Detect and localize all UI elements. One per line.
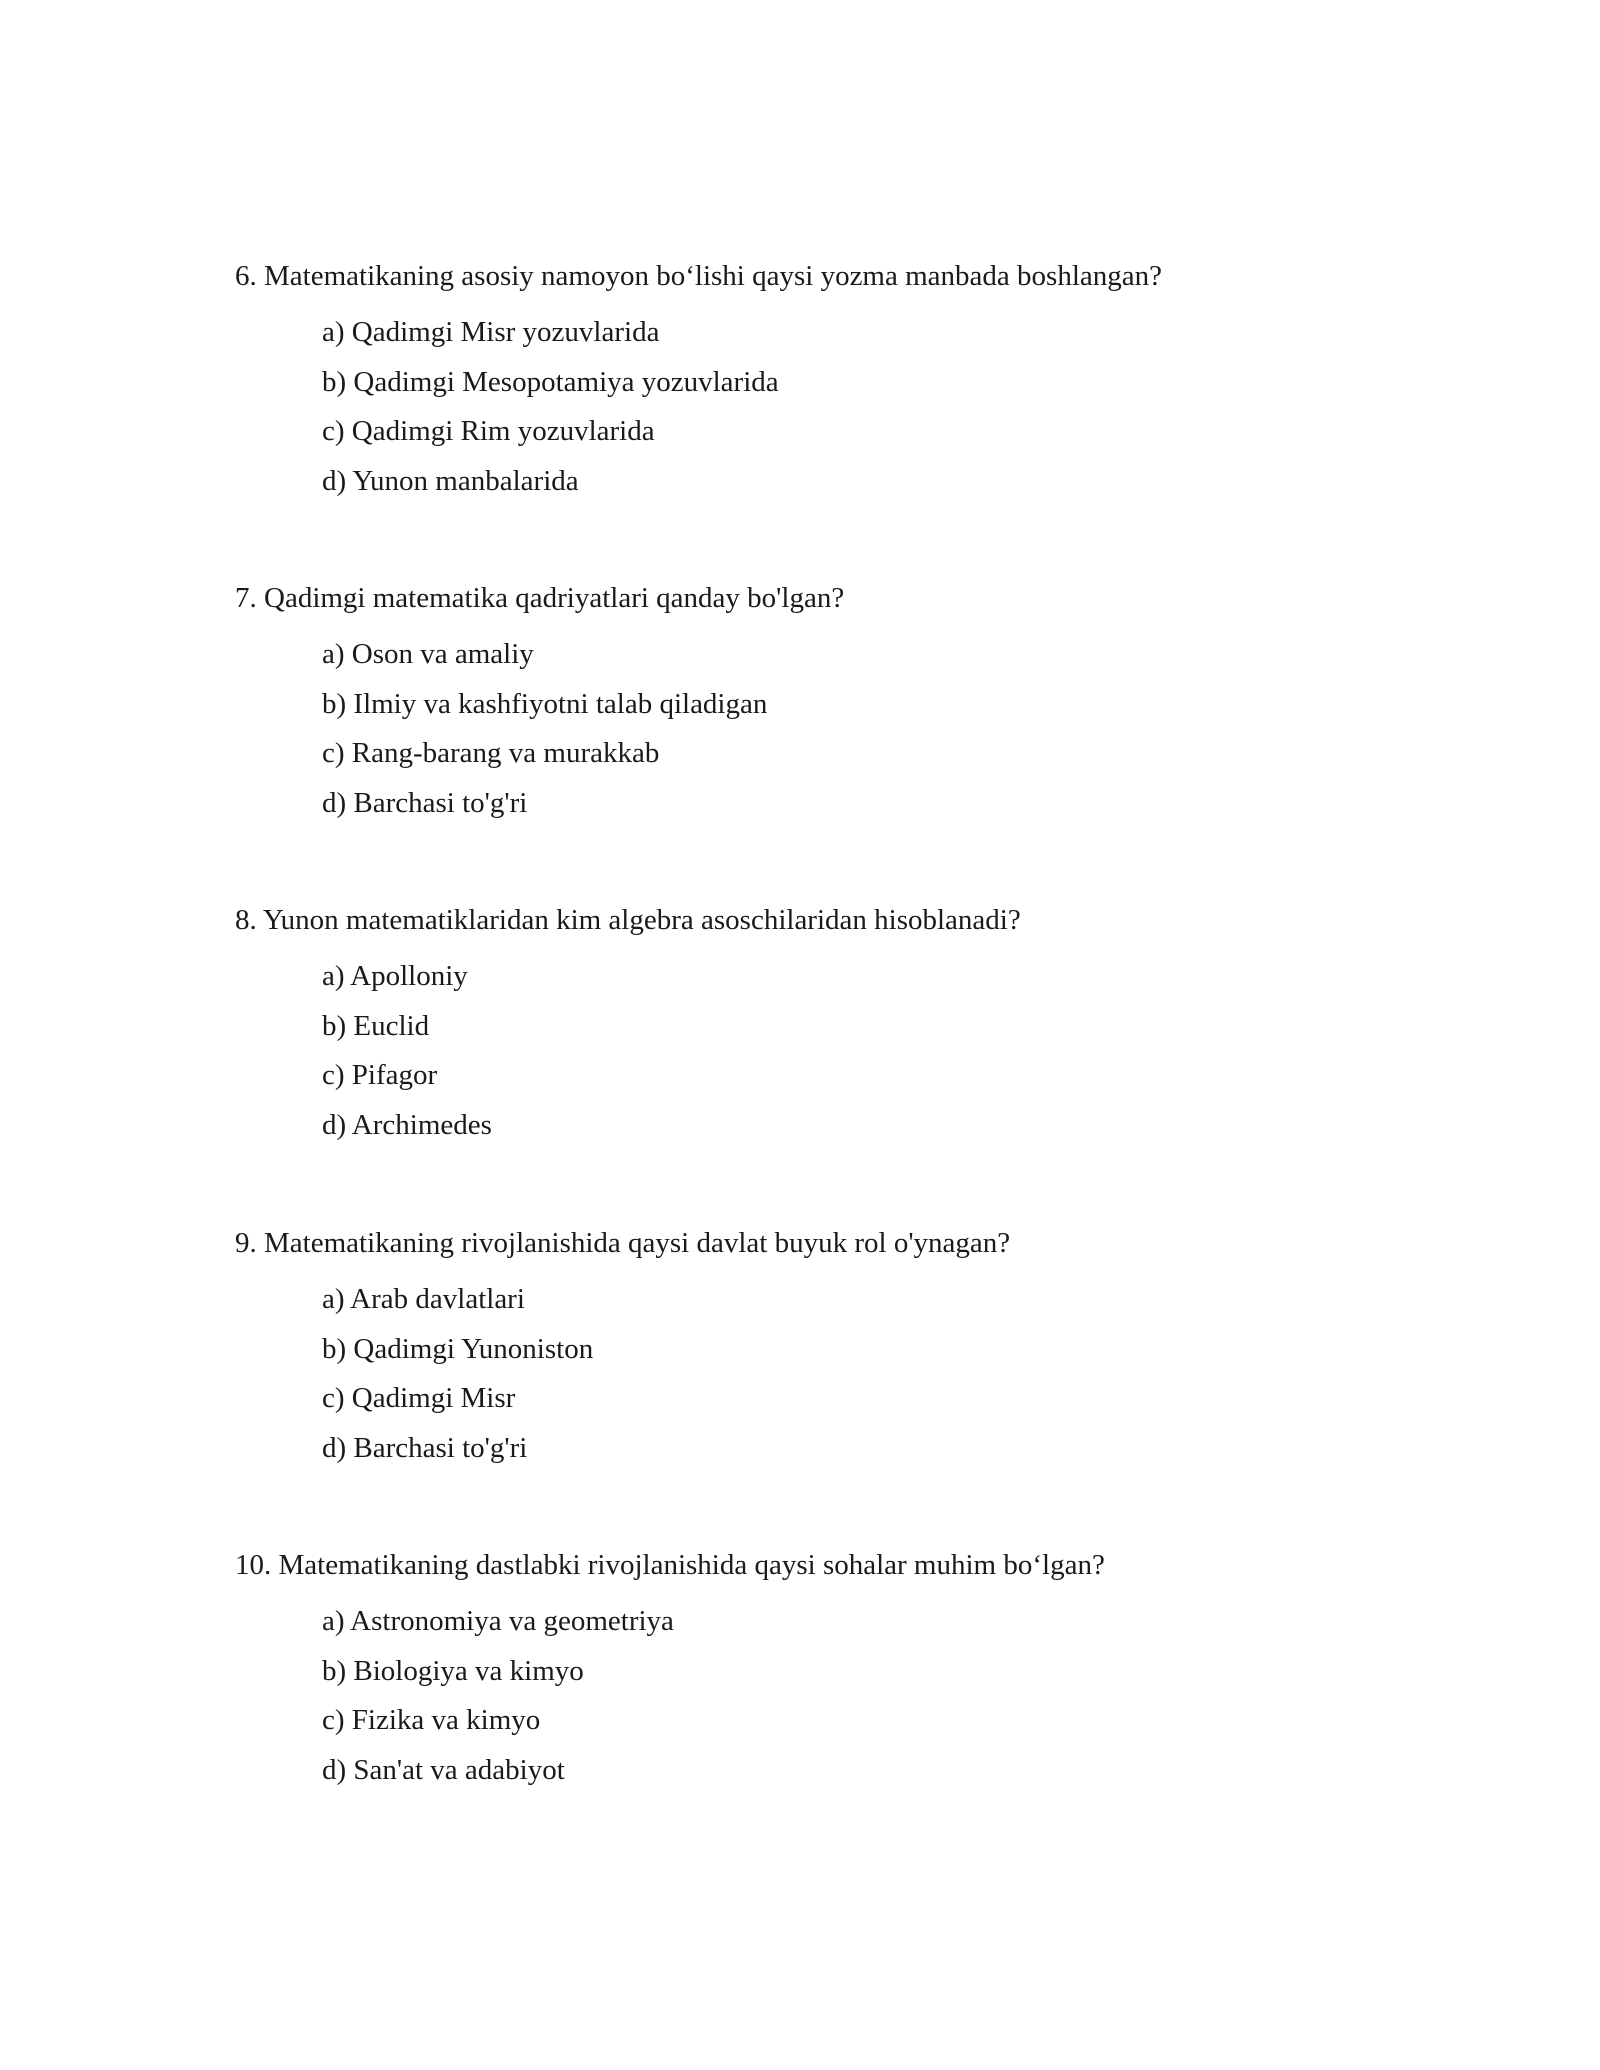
option-b: b) Euclid (322, 1009, 430, 1042)
question-text: 9. Matematikaning rivojlanishida qaysi davlat buyuk rol o'ynagan? (235, 1227, 1011, 1259)
question-6 (235, 258, 1435, 512)
question-text: 6. Matematikaning asosiy namoyon boʻlishi qaysi yozma manbada boshlangan? (235, 260, 1162, 292)
option-a: a) Arab davlatlari (322, 1283, 525, 1315)
option-a: a) Astronomiya va geometriya (322, 1605, 674, 1637)
question-9 (235, 1225, 1435, 1479)
question-text: 7. Qadimgi matematika qadriyatlari qanday bo'lgan? (235, 582, 845, 614)
option-d: d) Barchasi to'g'ri (322, 786, 528, 819)
option-d: d) Barchasi to'g'ri (322, 1431, 528, 1464)
option-a: a) Qadimgi Misr yozuvlarida (322, 316, 660, 348)
option-b: b) Qadimgi Yunoniston (322, 1332, 594, 1365)
option-c: c) Qadimgi Rim yozuvlarida (322, 415, 655, 447)
question-text: 8. Yunon matematiklaridan kim algebra asoschilaridan hisoblanadi? (235, 904, 1021, 936)
option-c: c) Rang-barang va murakkab (322, 737, 660, 769)
option-d: d) Yunon manbalarida (322, 464, 579, 497)
option-list (322, 1603, 1435, 1801)
option-a: a) Oson va amaliy (322, 638, 534, 670)
option-d: d) Archimedes (322, 1108, 492, 1141)
option-b: b) Biologiya va kimyo (322, 1654, 584, 1687)
option-c: c) Pifagor (322, 1059, 438, 1091)
question-text: 10. Matematikaning dastlabki rivojlanishida qaysi sohalar muhim boʻlgan? (235, 1549, 1105, 1581)
option-c: c) Fizika va kimyo (322, 1704, 541, 1736)
question-7 (235, 580, 1435, 834)
option-b: b) Qadimgi Mesopotamiya yozuvlarida (322, 365, 779, 398)
option-list (322, 636, 1435, 834)
option-list (322, 314, 1435, 512)
option-a: a) Apolloniy (322, 960, 468, 992)
option-b: b) Ilmiy va kashfiyotni talab qiladigan (322, 687, 768, 720)
option-d: d) San'at va adabiyot (322, 1753, 565, 1786)
option-list (322, 1281, 1435, 1479)
option-list (322, 958, 1435, 1156)
option-c: c) Qadimgi Misr (322, 1382, 516, 1414)
question-10 (235, 1547, 1435, 1801)
question-8 (235, 902, 1435, 1156)
